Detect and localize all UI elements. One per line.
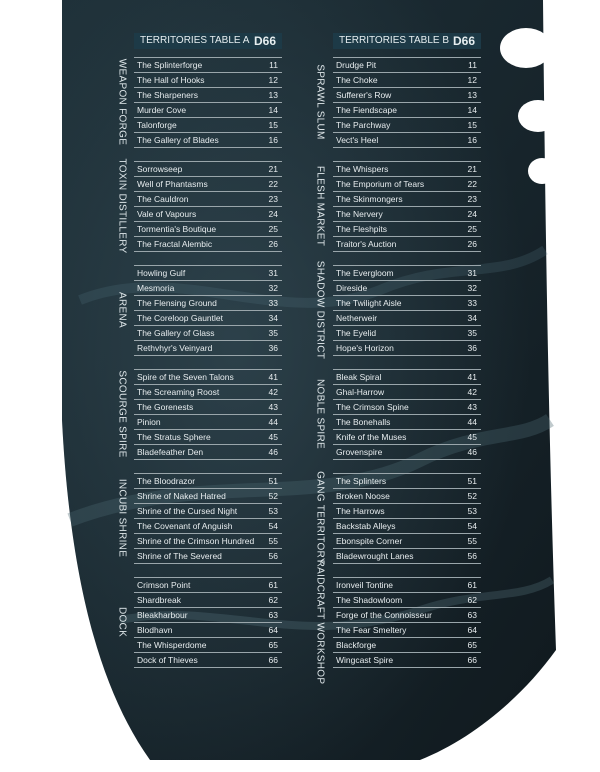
territory-name: Ghal-Harrow [336,387,385,397]
table-row [333,341,481,356]
table-row [333,162,481,177]
group-label [312,57,327,147]
roll-number: 13 [268,90,278,100]
territory-name: The Evergloom [336,268,394,278]
roll-number: 24 [467,209,477,219]
territory-name: Dock of Thieves [137,655,198,665]
territory-name: Pinion [137,417,161,427]
table-row [333,430,481,445]
territory-name: The Splinterforge [137,60,203,70]
table-row [134,326,282,341]
roll-number: 53 [467,506,477,516]
territory-name: Bladefeather Den [137,447,204,457]
territory-name: Spire of the Seven Talons [137,372,234,382]
territory-name: The Parchway [336,120,391,130]
table-row [333,118,481,133]
group-label [312,260,327,360]
territory-name: The Eyelid [336,328,377,338]
roll-number: 26 [268,239,278,249]
roll-number: 23 [268,194,278,204]
table-row [333,519,481,534]
territory-name: Drudge Pit [336,60,377,70]
territory-name: The Whispers [336,164,389,174]
roll-number: 25 [467,224,477,234]
roll-number: 61 [268,580,278,590]
roll-number: 46 [467,447,477,457]
binder-hole-1 [500,28,552,68]
territory-name: The Whisperdome [137,640,207,650]
territory-name: Rethvhyr's Veinyard [137,343,213,353]
group-label-text: GANG TERRITORY [314,471,325,565]
territory-group [134,265,282,356]
table-row [134,192,282,207]
table-row [134,638,282,653]
territory-name: Shrine of The Severed [137,551,222,561]
territory-name: The Emporium of Tears [336,179,425,189]
territory-group [333,57,481,148]
territory-name: Sufferer's Row [336,90,392,100]
roll-number: 45 [467,432,477,442]
roll-number: 62 [467,595,477,605]
table-row [134,608,282,623]
group-label [312,559,327,685]
roll-number: 54 [268,521,278,531]
table-b-header [333,33,481,49]
roll-number: 52 [467,491,477,501]
table-row [333,237,481,252]
table-a-die: D66 [253,34,276,48]
roll-number: 42 [467,387,477,397]
group-label-text: WEAPON FORGE [116,58,127,146]
table-row [134,504,282,519]
territory-name: The Crimson Spine [336,402,409,412]
group-label-text: SCOURGE SPIRE [116,370,127,458]
roll-number: 65 [467,640,477,650]
territory-name: Ebonspite Corner [336,536,403,546]
table-a-header [134,33,282,49]
territory-group [333,265,481,356]
roll-number: 46 [268,447,278,457]
roll-number: 12 [268,75,278,85]
group-label [114,369,129,459]
table-row [134,653,282,668]
territory-name: The Fiendscape [336,105,397,115]
table-row [134,549,282,564]
territory-name: The Cauldron [137,194,189,204]
territory-group [134,577,282,668]
group-label [312,369,327,459]
territory-name: The Splinters [336,476,387,486]
roll-number: 45 [268,432,278,442]
territory-name: Tormentia's Boutique [137,224,217,234]
table-row [134,207,282,222]
territory-group [134,161,282,252]
roll-number: 44 [268,417,278,427]
territory-name: The Fleshpits [336,224,388,234]
table-row [333,103,481,118]
roll-number: 32 [467,283,477,293]
table-row [134,341,282,356]
group-label-text: SHADOW DISTRICT [314,260,325,360]
territory-name: Talonforge [137,120,177,130]
roll-number: 53 [268,506,278,516]
table-row [134,88,282,103]
table-row [134,430,282,445]
roll-number: 55 [467,536,477,546]
roll-number: 41 [467,372,477,382]
table-row [134,578,282,593]
territory-name: The Fear Smeltery [336,625,407,635]
group-label-text: FLESH MARKET [314,165,325,247]
table-row [333,58,481,73]
territory-name: The Skinmongers [336,194,403,204]
territory-group [333,161,481,252]
roll-number: 23 [467,194,477,204]
roll-number: 61 [467,580,477,590]
table-row [333,593,481,608]
roll-number: 26 [467,239,477,249]
table-row [333,578,481,593]
territory-name: The Covenant of Anguish [137,521,233,531]
roll-number: 16 [467,135,477,145]
roll-number: 31 [467,268,477,278]
group-label-text: RAIDCRAFT WORKSHOP [314,559,325,685]
territory-name: The Bloodrazor [137,476,196,486]
roll-number: 56 [467,551,477,561]
roll-number: 16 [268,135,278,145]
table-row [333,296,481,311]
roll-number: 11 [468,60,477,70]
binder-hole-3 [528,158,556,184]
roll-number: 21 [467,164,477,174]
territory-name: Traitor's Auction [336,239,397,249]
group-label [114,57,129,147]
table-row [134,534,282,549]
group-label [114,577,129,667]
territory-name: The Nervery [336,209,383,219]
territory-name: Vect's Heel [336,135,379,145]
table-row [333,73,481,88]
territory-name: Grovenspire [336,447,383,457]
territory-name: The Sharpeners [137,90,198,100]
territory-group [333,369,481,460]
territory-name: The Gallery of Blades [137,135,219,145]
table-row [333,311,481,326]
table-row [333,385,481,400]
table-row [134,237,282,252]
table-row [333,549,481,564]
table-row [134,103,282,118]
table-row [333,400,481,415]
territory-name: Howling Gulf [137,268,186,278]
territory-name: Shardbreak [137,595,181,605]
table-row [134,489,282,504]
territory-name: The Harrows [336,506,385,516]
territory-group [134,473,282,564]
territory-name: Mesmoria [137,283,175,293]
group-label-text: TOXIN DISTILLERY [116,158,127,254]
table-row [134,222,282,237]
table-row [333,266,481,281]
table-row [333,653,481,668]
roll-number: 32 [268,283,278,293]
roll-number: 43 [268,402,278,412]
table-row [134,474,282,489]
roll-number: 33 [268,298,278,308]
territory-name: Shrine of Naked Hatred [137,491,226,501]
table-row [333,534,481,549]
group-label-text: DOCK [116,606,127,638]
table-row [134,58,282,73]
group-label [312,161,327,251]
roll-number: 63 [268,610,278,620]
roll-number: 62 [268,595,278,605]
table-row [333,489,481,504]
roll-number: 15 [467,120,477,130]
table-row [333,222,481,237]
territory-name: Bleak Spiral [336,372,382,382]
table-b-die: D66 [452,34,475,48]
territory-name: Direside [336,283,368,293]
roll-number: 64 [268,625,278,635]
table-row [333,133,481,148]
table-b-title: TERRITORIES TABLE B [339,35,450,46]
roll-number: 63 [467,610,477,620]
table-row [134,415,282,430]
table-row [333,623,481,638]
table-row [134,162,282,177]
roll-number: 31 [268,268,278,278]
territory-name: The Gallery of Glass [137,328,215,338]
group-label [312,473,327,563]
territory-name: The Shadowloom [336,595,403,605]
group-label-text: INCUBI SHRINE [116,478,127,558]
territory-name: Bladewrought Lanes [336,551,414,561]
territory-group [134,369,282,460]
group-label-text: ARENA [116,292,127,328]
territory-group [134,57,282,148]
roll-number: 41 [268,372,278,382]
table-row [333,177,481,192]
roll-number: 36 [268,343,278,353]
roll-number: 22 [467,179,477,189]
roll-number: 52 [268,491,278,501]
territory-name: Crimson Point [137,580,191,590]
territory-name: Netherweir [336,313,378,323]
group-label [114,265,129,355]
roll-number: 55 [268,536,278,546]
roll-number: 42 [268,387,278,397]
table-row [134,400,282,415]
roll-number: 66 [268,655,278,665]
table-row [333,207,481,222]
table-row [134,519,282,534]
territory-name: Vale of Vapours [137,209,197,219]
territory-name: Backstab Alleys [336,521,396,531]
roll-number: 64 [467,625,477,635]
table-row [333,474,481,489]
territory-name: The Twilight Aisle [336,298,402,308]
roll-number: 15 [268,120,278,130]
roll-number: 43 [467,402,477,412]
territory-name: The Stratus Sphere [137,432,211,442]
territory-name: Knife of the Muses [336,432,407,442]
table-row [333,445,481,460]
table-row [333,192,481,207]
territory-name: Shrine of the Cursed Night [137,506,238,516]
roll-number: 51 [467,476,477,486]
table-row [134,177,282,192]
table-row [134,445,282,460]
table-row [333,326,481,341]
territory-name: Wingcast Spire [336,655,394,665]
group-label-text: NOBLE SPIRE [314,379,325,449]
territory-name: The Screaming Roost [137,387,220,397]
territory-name: Sorrowseep [137,164,183,174]
table-row [134,593,282,608]
territory-name: Hope's Horizon [336,343,394,353]
roll-number: 66 [467,655,477,665]
group-label-text: SPRAWL SLUM [314,64,325,140]
table-row [134,311,282,326]
group-label [114,473,129,563]
territory-group [333,577,481,668]
territory-name: Bleakharbour [137,610,188,620]
territory-name: Broken Noose [336,491,390,501]
table-row [333,415,481,430]
roll-number: 13 [467,90,477,100]
table-row [134,266,282,281]
roll-number: 51 [268,476,278,486]
roll-number: 35 [467,328,477,338]
table-row [134,118,282,133]
territory-name: Blodhavn [137,625,173,635]
table-row [134,73,282,88]
group-label [114,158,129,254]
territory-name: Ironveil Tontine [336,580,394,590]
territory-name: The Fractal Alembic [137,239,213,249]
territory-name: Forge of the Connoisseur [336,610,432,620]
roll-number: 24 [268,209,278,219]
roll-number: 56 [268,551,278,561]
territory-name: The Coreloop Gauntlet [137,313,223,323]
table-row [134,133,282,148]
territory-name: The Hall of Hooks [137,75,205,85]
table-row [134,385,282,400]
territory-name: Well of Phantasms [137,179,208,189]
territory-name: The Flensing Ground [137,298,217,308]
roll-number: 54 [467,521,477,531]
table-row [333,504,481,519]
territory-name: The Choke [336,75,378,85]
roll-number: 44 [467,417,477,427]
roll-number: 14 [268,105,278,115]
roll-number: 12 [467,75,477,85]
roll-number: 36 [467,343,477,353]
roll-number: 35 [268,328,278,338]
roll-number: 34 [268,313,278,323]
roll-number: 14 [467,105,477,115]
table-row [134,281,282,296]
roll-number: 22 [268,179,278,189]
table-row [333,370,481,385]
territory-group [333,473,481,564]
territory-name: Murder Cove [137,105,187,115]
territory-name: The Gorenests [137,402,194,412]
roll-number: 65 [268,640,278,650]
territory-name: Blackforge [336,640,377,650]
binder-hole-2 [518,100,558,132]
roll-number: 11 [269,60,278,70]
territory-name: Shrine of the Crimson Hundred [137,536,255,546]
territory-name: The Bonehalls [336,417,391,427]
roll-number: 25 [268,224,278,234]
table-row [333,638,481,653]
table-a-title: TERRITORIES TABLE A [140,35,250,46]
table-row [134,623,282,638]
table-row [333,88,481,103]
roll-number: 34 [467,313,477,323]
roll-number: 21 [268,164,278,174]
table-row [333,281,481,296]
roll-number: 33 [467,298,477,308]
table-row [333,608,481,623]
table-row [134,296,282,311]
table-row [134,370,282,385]
